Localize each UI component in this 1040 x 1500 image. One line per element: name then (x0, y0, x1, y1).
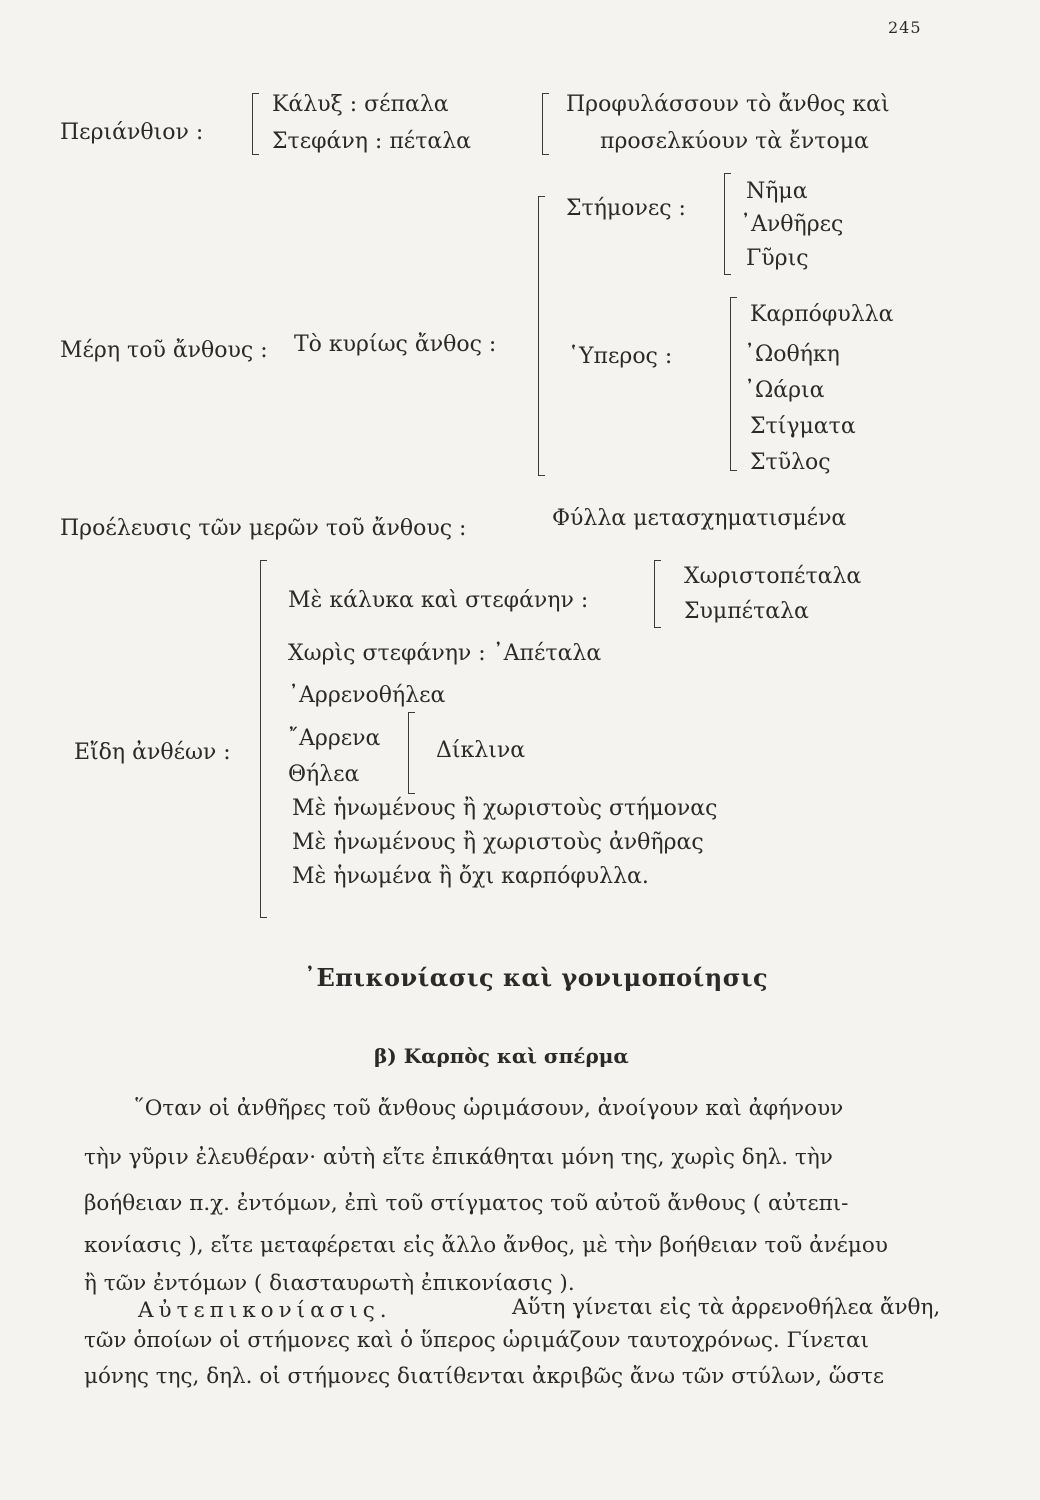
without-corolla-line: Χωρὶς στεφάνην : ᾿Απέταλα (288, 641, 602, 666)
flower-types-brace (260, 560, 267, 918)
female-line: Θήλεα (288, 762, 360, 787)
origin-line: Προέλευσις τῶν μερῶν τοῦ ἄνθους : (60, 516, 467, 541)
calyx-line: Κάλυξ : σέπαλα (272, 92, 449, 117)
diclinous-brace (408, 712, 415, 794)
stamen-part-2: ᾿Ανθῆρες (740, 212, 844, 237)
pistil-part-2: ᾿Ωοθήκη (744, 342, 840, 367)
perianth-brace (252, 93, 259, 155)
paragraph1-line4: κονίασις ), εἴτε μεταφέρεται εἰς ἄλλο ἄνθος, μὲ τὴν βοήθειαν τοῦ ἀνέμου (84, 1233, 888, 1258)
perianth-label: Περιάνθιον : (60, 120, 204, 145)
paragraph1-line1: ῞Οταν οἱ ἀνθῆρες τοῦ ἄνθους ὡριμάσουν, ἀνοίγουν καὶ ἀφήνουν (134, 1096, 844, 1121)
paragraph2-line1-rest: Αὕτη γίνεται εἰς τὰ ἀρρενοθήλεα ἄνθη, (512, 1295, 941, 1320)
flower-main-brace (538, 196, 545, 476)
choripetalous-line: Χωριστοπέταλα (684, 564, 862, 589)
sympetalous-line: Συμπέταλα (684, 599, 809, 624)
pistil-part-4: Στίγματα (750, 414, 856, 439)
perianth-note-line2: προσελκύουν τὰ ἔντομα (600, 129, 869, 154)
pistil-part-5: Στῦλος (750, 450, 831, 475)
paragraph1-line5: ἢ τῶν ἐντόμων ( διασταυρωτὴ ἐπικονίασις ). (84, 1271, 575, 1296)
with-calyx-line: Μὲ κάλυκα καὶ στεφάνην : (288, 588, 589, 613)
stamens-label: Στήμονες : (566, 196, 686, 221)
perianth-note-brace (542, 93, 549, 155)
paragraph1-line3: βοήθειαν π.χ. ἐντόμων, ἐπὶ τοῦ στίγματος τοῦ αὐτοῦ ἄνθους ( αὐτεπι- (84, 1191, 849, 1216)
paragraph1-line2: τὴν γῦριν ἐλευθέραν· αὐτὴ εἴτε ἐπικάθηται μόνη της, χωρὶς δηλ. τὴν (84, 1145, 833, 1170)
with-calyx-brace (654, 560, 661, 628)
subsection-heading: β) Καρπὸς καὶ σπέρμα (374, 1044, 629, 1068)
flower-parts-label: Μέρη τοῦ ἄνθους : (60, 338, 268, 363)
origin-value: Φύλλα μετασχηματισμένα (552, 506, 847, 531)
flower-types-label: Εἴδη ἀνθέων : (74, 740, 231, 765)
united-stamens-line: Μὲ ἡνωμένους ἢ χωριστοὺς στήμονας (292, 796, 718, 821)
perianth-note-line1: Προφυλάσσουν τὸ ἄνθος καὶ (566, 92, 890, 117)
paragraph2-line3: μόνης της, δηλ. οἱ στήμονες διατίθενται ἀκριβῶς ἄνω τῶν στύλων, ὥστε (84, 1364, 884, 1389)
pistil-part-3: ᾿Ωάρια (744, 378, 825, 403)
stamens-brace (724, 173, 731, 275)
stamen-part-1: Νῆμα (746, 179, 808, 204)
united-anthers-line: Μὲ ἡνωμένους ἢ χωριστοὺς ἀνθῆρας (292, 830, 704, 855)
pistil-label: ῾Υπερος : (568, 344, 673, 369)
male-line: ῎Αρρενα (288, 726, 381, 751)
flower-main-label: Τὸ κυρίως ἄνθος : (294, 332, 497, 357)
pistil-brace (730, 297, 737, 471)
hermaphrodite-line: ᾿Αρρενοθήλεα (288, 683, 446, 708)
stamen-part-3: Γῦρις (746, 246, 809, 271)
corolla-line: Στεφάνη : πέταλα (272, 129, 472, 154)
paragraph2-line2: τῶν ὁποίων οἱ στήμονες καὶ ὁ ὕπερος ὡριμάζουν ταυτοχρόνως. Γίνεται (84, 1328, 869, 1353)
pistil-part-1: Καρπόφυλλα (750, 302, 894, 327)
section-heading: ᾿Επικονίασις καὶ γονιμοποίησις (304, 963, 769, 992)
diclinous-line: Δίκλινα (436, 738, 526, 763)
united-carpels-line: Μὲ ἡνωμένα ἢ ὄχι καρπόφυλλα. (292, 864, 649, 889)
paragraph2-term: Αὐτεπικονίασις. (138, 1298, 392, 1323)
page-number: 245 (888, 18, 922, 37)
